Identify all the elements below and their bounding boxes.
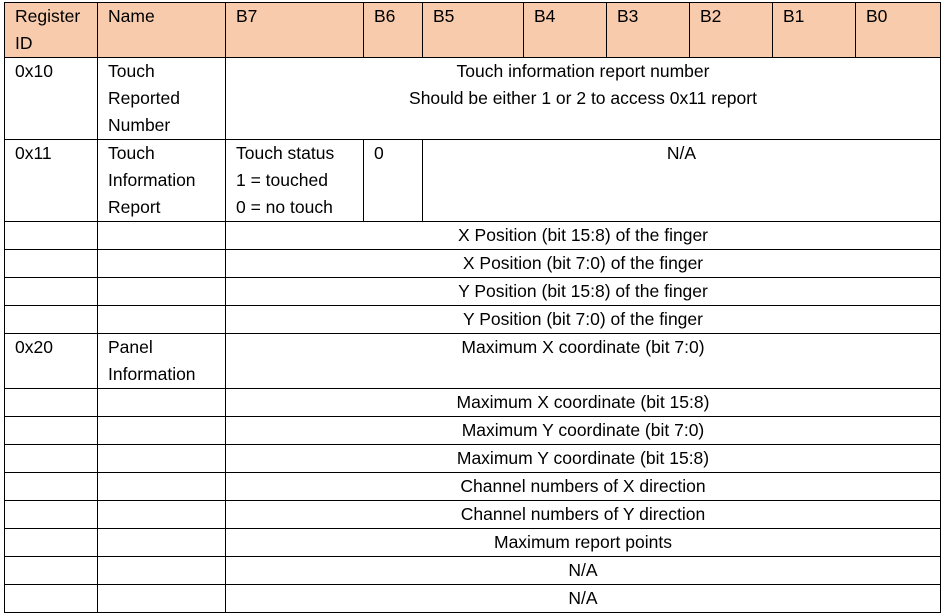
table-row: [5, 585, 941, 613]
register-name: [98, 389, 226, 417]
table-row: [5, 140, 941, 222]
register-id: 0x10: [5, 58, 98, 140]
register-description: Y Position (bit 7:0) of the finger: [226, 306, 941, 334]
register-id: [5, 501, 98, 529]
register-description: X Position (bit 7:0) of the finger: [226, 250, 941, 278]
header-row: [5, 3, 941, 58]
header-b7: B7: [226, 3, 364, 58]
register-description: Channel numbers of X direction: [226, 473, 941, 501]
register-description: Maximum X coordinate (bit 7:0): [226, 334, 941, 389]
register-table: [4, 2, 941, 613]
header-b4: B4: [524, 3, 607, 58]
register-description: N/A: [226, 585, 941, 613]
register-id: [5, 222, 98, 250]
register-description: Maximum Y coordinate (bit 15:8): [226, 445, 941, 473]
register-id: [5, 473, 98, 501]
register-name: Touch Reported Number: [98, 58, 226, 140]
header-b0: B0: [856, 3, 941, 58]
table-row: [5, 278, 941, 306]
register-id: [5, 529, 98, 557]
register-name: [98, 445, 226, 473]
table-row: [5, 445, 941, 473]
register-name: [98, 529, 226, 557]
register-id: [5, 417, 98, 445]
register-name: [98, 306, 226, 334]
register-name: [98, 250, 226, 278]
register-name: Touch Information Report: [98, 140, 226, 222]
header-b3: B3: [607, 3, 690, 58]
table-row: [5, 557, 941, 585]
header-b2: B2: [690, 3, 773, 58]
register-id: 0x11: [5, 140, 98, 222]
register-name: [98, 222, 226, 250]
register-description: Y Position (bit 15:8) of the finger: [226, 278, 941, 306]
table-row: [5, 222, 941, 250]
table-row: [5, 389, 941, 417]
header-b5: B5: [423, 3, 524, 58]
table-row: [5, 501, 941, 529]
table-row: [5, 417, 941, 445]
table-row: [5, 529, 941, 557]
register-name: [98, 278, 226, 306]
register-description: Maximum X coordinate (bit 15:8): [226, 389, 941, 417]
register-name: Panel Information: [98, 334, 226, 389]
header-name: Name: [98, 3, 226, 58]
register-id: [5, 278, 98, 306]
register-description: Channel numbers of Y direction: [226, 501, 941, 529]
touch-status-cell: Touch status 1 = touched 0 = no touch: [226, 140, 364, 222]
register-name: [98, 473, 226, 501]
register-description: Maximum report points: [226, 529, 941, 557]
register-id: [5, 557, 98, 585]
register-id: [5, 250, 98, 278]
register-name: [98, 501, 226, 529]
register-id: [5, 445, 98, 473]
header-b1: B1: [773, 3, 856, 58]
register-description: N/A: [226, 557, 941, 585]
register-name: [98, 417, 226, 445]
table-row: [5, 473, 941, 501]
register-description: Maximum Y coordinate (bit 7:0): [226, 417, 941, 445]
table-row: [5, 306, 941, 334]
table-row: [5, 334, 941, 389]
header-register-id: Register ID: [5, 3, 98, 58]
register-id: [5, 585, 98, 613]
register-name: [98, 585, 226, 613]
register-id: [5, 306, 98, 334]
register-id: 0x20: [5, 334, 98, 389]
header-b6: B6: [364, 3, 423, 58]
table-row: [5, 58, 941, 140]
reserved-bits-cell: N/A: [423, 140, 941, 222]
table-row: [5, 250, 941, 278]
b6-cell: 0: [364, 140, 423, 222]
register-description: X Position (bit 15:8) of the finger: [226, 222, 941, 250]
register-name: [98, 557, 226, 585]
register-description: Touch information report number Should be either 1 or 2 to access 0x11 report: [226, 58, 941, 140]
register-id: [5, 389, 98, 417]
